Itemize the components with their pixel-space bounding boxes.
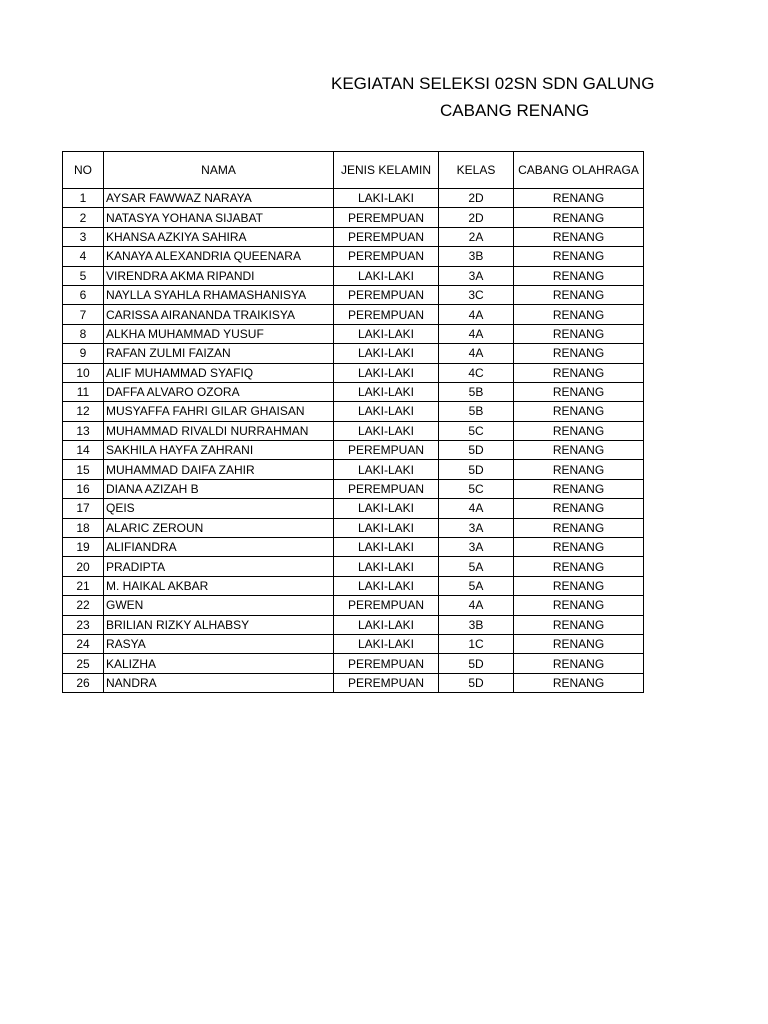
cell-cabang-olahraga: RENANG xyxy=(514,615,644,634)
cell-kelas: 5C xyxy=(439,479,514,498)
cell-no: 9 xyxy=(63,344,104,363)
cell-kelas: 3A xyxy=(439,538,514,557)
header-cabang-olahraga: CABANG OLAHRAGA xyxy=(514,152,644,189)
table-row xyxy=(63,227,644,246)
cell-kelas: 5C xyxy=(439,421,514,440)
table-row xyxy=(63,382,644,401)
table-body xyxy=(63,189,644,693)
cell-nama: NAYLLA SYAHLA RHAMASHANISYA xyxy=(104,285,334,304)
cell-kelas: 3B xyxy=(439,247,514,266)
cell-no: 12 xyxy=(63,402,104,421)
cell-kelas: 5B xyxy=(439,382,514,401)
cell-jenis-kelamin: LAKI-LAKI xyxy=(334,266,439,285)
cell-cabang-olahraga: RENANG xyxy=(514,576,644,595)
cell-kelas: 4A xyxy=(439,499,514,518)
cell-nama: KANAYA ALEXANDRIA QUEENARA xyxy=(104,247,334,266)
table-row xyxy=(63,344,644,363)
cell-jenis-kelamin: LAKI-LAKI xyxy=(334,499,439,518)
cell-jenis-kelamin: LAKI-LAKI xyxy=(334,189,439,208)
cell-jenis-kelamin: LAKI-LAKI xyxy=(334,538,439,557)
cell-jenis-kelamin: LAKI-LAKI xyxy=(334,421,439,440)
cell-no: 10 xyxy=(63,363,104,382)
cell-cabang-olahraga: RENANG xyxy=(514,596,644,615)
cell-nama: QEIS xyxy=(104,499,334,518)
cell-jenis-kelamin: LAKI-LAKI xyxy=(334,460,439,479)
table-row xyxy=(63,673,644,692)
cell-cabang-olahraga: RENANG xyxy=(514,634,644,653)
table-row xyxy=(63,499,644,518)
cell-nama: GWEN xyxy=(104,596,334,615)
cell-kelas: 5D xyxy=(439,654,514,673)
table-row xyxy=(63,557,644,576)
table-row xyxy=(63,654,644,673)
cell-cabang-olahraga: RENANG xyxy=(514,305,644,324)
cell-cabang-olahraga: RENANG xyxy=(514,479,644,498)
cell-nama: DAFFA ALVARO OZORA xyxy=(104,382,334,401)
cell-jenis-kelamin: LAKI-LAKI xyxy=(334,518,439,537)
cell-cabang-olahraga: RENANG xyxy=(514,382,644,401)
table-row xyxy=(63,266,644,285)
table-row xyxy=(63,189,644,208)
cell-no: 26 xyxy=(63,673,104,692)
cell-jenis-kelamin: PEREMPUAN xyxy=(334,596,439,615)
cell-jenis-kelamin: LAKI-LAKI xyxy=(334,363,439,382)
cell-jenis-kelamin: PEREMPUAN xyxy=(334,441,439,460)
cell-cabang-olahraga: RENANG xyxy=(514,324,644,343)
cell-kelas: 3C xyxy=(439,285,514,304)
cell-kelas: 4A xyxy=(439,344,514,363)
cell-nama: CARISSA AIRANANDA TRAIKISYA xyxy=(104,305,334,324)
cell-nama: DIANA AZIZAH B xyxy=(104,479,334,498)
cell-cabang-olahraga: RENANG xyxy=(514,654,644,673)
cell-no: 15 xyxy=(63,460,104,479)
cell-cabang-olahraga: RENANG xyxy=(514,208,644,227)
cell-no: 14 xyxy=(63,441,104,460)
cell-kelas: 5A xyxy=(439,557,514,576)
cell-no: 13 xyxy=(63,421,104,440)
cell-cabang-olahraga: RENANG xyxy=(514,441,644,460)
header-nama: NAMA xyxy=(104,152,334,189)
cell-no: 1 xyxy=(63,189,104,208)
cell-jenis-kelamin: LAKI-LAKI xyxy=(334,557,439,576)
cell-jenis-kelamin: LAKI-LAKI xyxy=(334,324,439,343)
cell-nama: ALIF MUHAMMAD SYAFIQ xyxy=(104,363,334,382)
cell-jenis-kelamin: LAKI-LAKI xyxy=(334,344,439,363)
table-row xyxy=(63,363,644,382)
cell-cabang-olahraga: RENANG xyxy=(514,266,644,285)
cell-no: 22 xyxy=(63,596,104,615)
cell-jenis-kelamin: LAKI-LAKI xyxy=(334,634,439,653)
cell-nama: BRILIAN RIZKY ALHABSY xyxy=(104,615,334,634)
cell-nama: KHANSA AZKIYA SAHIRA xyxy=(104,227,334,246)
cell-no: 21 xyxy=(63,576,104,595)
cell-kelas: 5D xyxy=(439,441,514,460)
cell-no: 2 xyxy=(63,208,104,227)
header-no: NO xyxy=(63,152,104,189)
cell-cabang-olahraga: RENANG xyxy=(514,557,644,576)
cell-no: 4 xyxy=(63,247,104,266)
cell-nama: SAKHILA HAYFA ZAHRANI xyxy=(104,441,334,460)
cell-no: 16 xyxy=(63,479,104,498)
header-kelas: KELAS xyxy=(439,152,514,189)
table-row xyxy=(63,441,644,460)
table-row xyxy=(63,460,644,479)
cell-cabang-olahraga: RENANG xyxy=(514,189,644,208)
cell-jenis-kelamin: LAKI-LAKI xyxy=(334,402,439,421)
cell-nama: MUHAMMAD DAIFA ZAHIR xyxy=(104,460,334,479)
table-row xyxy=(63,324,644,343)
cell-jenis-kelamin: LAKI-LAKI xyxy=(334,576,439,595)
cell-nama: VIRENDRA AKMA RIPANDI xyxy=(104,266,334,285)
table-row xyxy=(63,305,644,324)
document-title: KEGIATAN SELEKSI 02SN SDN GALUNG xyxy=(331,74,655,93)
cell-jenis-kelamin: PEREMPUAN xyxy=(334,479,439,498)
cell-cabang-olahraga: RENANG xyxy=(514,518,644,537)
cell-kelas: 3A xyxy=(439,518,514,537)
table-row xyxy=(63,518,644,537)
cell-kelas: 3A xyxy=(439,266,514,285)
cell-kelas: 4A xyxy=(439,324,514,343)
cell-kelas: 5D xyxy=(439,673,514,692)
table-row xyxy=(63,615,644,634)
cell-no: 7 xyxy=(63,305,104,324)
cell-jenis-kelamin: PEREMPUAN xyxy=(334,247,439,266)
cell-nama: AYSAR FAWWAZ NARAYA xyxy=(104,189,334,208)
cell-kelas: 2D xyxy=(439,208,514,227)
table-row xyxy=(63,247,644,266)
cell-nama: NATASYA YOHANA SIJABAT xyxy=(104,208,334,227)
table-row xyxy=(63,285,644,304)
cell-nama: MUSYAFFA FAHRI GILAR GHAISAN xyxy=(104,402,334,421)
cell-kelas: 2D xyxy=(439,189,514,208)
cell-nama: ALARIC ZEROUN xyxy=(104,518,334,537)
cell-jenis-kelamin: LAKI-LAKI xyxy=(334,382,439,401)
cell-nama: RAFAN ZULMI FAIZAN xyxy=(104,344,334,363)
cell-cabang-olahraga: RENANG xyxy=(514,421,644,440)
cell-no: 24 xyxy=(63,634,104,653)
cell-kelas: 5D xyxy=(439,460,514,479)
cell-kelas: 4A xyxy=(439,305,514,324)
cell-no: 23 xyxy=(63,615,104,634)
cell-jenis-kelamin: PEREMPUAN xyxy=(334,285,439,304)
table-header-row xyxy=(63,152,644,189)
cell-kelas: 3B xyxy=(439,615,514,634)
cell-no: 17 xyxy=(63,499,104,518)
document-subtitle: CABANG RENANG xyxy=(440,101,590,120)
cell-jenis-kelamin: PEREMPUAN xyxy=(334,654,439,673)
header-jenis-kelamin: JENIS KELAMIN xyxy=(334,152,439,189)
cell-nama: NANDRA xyxy=(104,673,334,692)
table-row xyxy=(63,538,644,557)
cell-nama: PRADIPTA xyxy=(104,557,334,576)
cell-nama: MUHAMMAD RIVALDI NURRAHMAN xyxy=(104,421,334,440)
cell-nama: ALIFIANDRA xyxy=(104,538,334,557)
cell-cabang-olahraga: RENANG xyxy=(514,344,644,363)
cell-no: 19 xyxy=(63,538,104,557)
cell-jenis-kelamin: PEREMPUAN xyxy=(334,227,439,246)
cell-kelas: 1C xyxy=(439,634,514,653)
table-row xyxy=(63,402,644,421)
cell-no: 20 xyxy=(63,557,104,576)
cell-no: 11 xyxy=(63,382,104,401)
cell-jenis-kelamin: PEREMPUAN xyxy=(334,673,439,692)
cell-cabang-olahraga: RENANG xyxy=(514,402,644,421)
cell-nama: KALIZHA xyxy=(104,654,334,673)
table-row xyxy=(63,208,644,227)
cell-cabang-olahraga: RENANG xyxy=(514,460,644,479)
cell-cabang-olahraga: RENANG xyxy=(514,499,644,518)
table-row xyxy=(63,596,644,615)
cell-no: 3 xyxy=(63,227,104,246)
cell-kelas: 2A xyxy=(439,227,514,246)
cell-no: 18 xyxy=(63,518,104,537)
cell-cabang-olahraga: RENANG xyxy=(514,285,644,304)
table-row xyxy=(63,479,644,498)
cell-no: 8 xyxy=(63,324,104,343)
cell-no: 5 xyxy=(63,266,104,285)
cell-kelas: 5B xyxy=(439,402,514,421)
table-row xyxy=(63,634,644,653)
cell-cabang-olahraga: RENANG xyxy=(514,363,644,382)
cell-jenis-kelamin: LAKI-LAKI xyxy=(334,615,439,634)
table-row xyxy=(63,576,644,595)
cell-nama: ALKHA MUHAMMAD YUSUF xyxy=(104,324,334,343)
cell-kelas: 4A xyxy=(439,596,514,615)
table-row xyxy=(63,421,644,440)
cell-kelas: 5A xyxy=(439,576,514,595)
cell-cabang-olahraga: RENANG xyxy=(514,538,644,557)
cell-no: 6 xyxy=(63,285,104,304)
cell-jenis-kelamin: PEREMPUAN xyxy=(334,305,439,324)
cell-jenis-kelamin: PEREMPUAN xyxy=(334,208,439,227)
cell-nama: M. HAIKAL AKBAR xyxy=(104,576,334,595)
cell-nama: RASYA xyxy=(104,634,334,653)
cell-no: 25 xyxy=(63,654,104,673)
cell-kelas: 4C xyxy=(439,363,514,382)
cell-cabang-olahraga: RENANG xyxy=(514,227,644,246)
cell-cabang-olahraga: RENANG xyxy=(514,247,644,266)
cell-cabang-olahraga: RENANG xyxy=(514,673,644,692)
participant-table xyxy=(62,151,644,693)
